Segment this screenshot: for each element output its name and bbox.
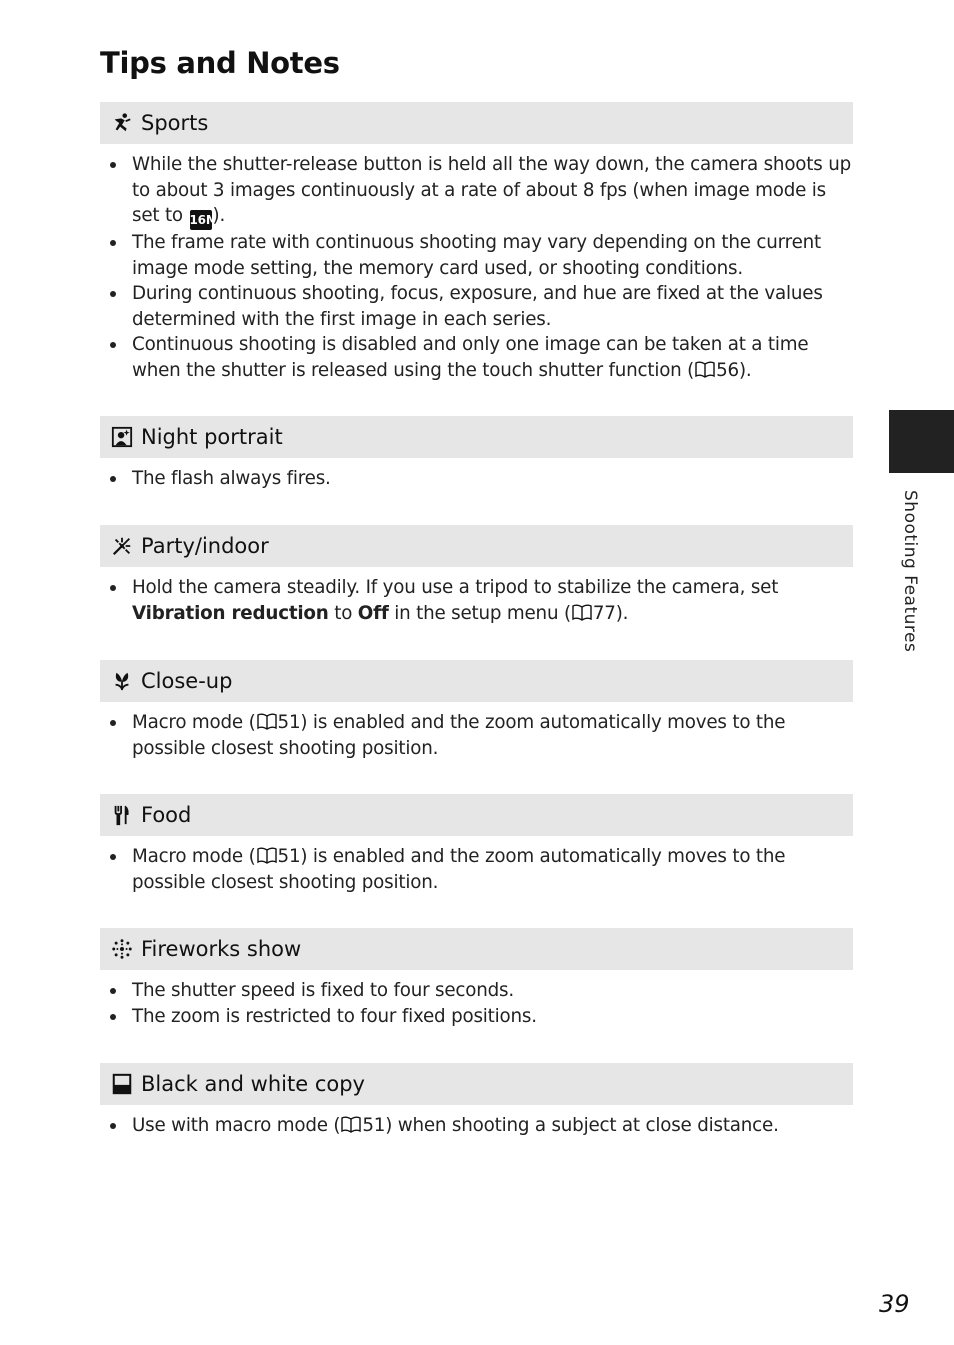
section-title: Fireworks show (141, 937, 302, 961)
image-mode-16m-icon: 16M (190, 210, 212, 230)
section-fireworks-show (100, 928, 853, 1029)
section-header (100, 525, 853, 567)
bullet-item: The flash always fires. (100, 466, 853, 492)
section-header (100, 660, 853, 702)
section-title: Party/indoor (141, 534, 269, 558)
fireworks-icon (110, 937, 134, 961)
section-title: Close-up (141, 669, 233, 693)
section-title: Food (141, 803, 192, 827)
bullet-item: Macro mode ( 51) is enabled and the zoom automatically moves to the possible closest shooting position. (100, 844, 853, 895)
section-food (100, 794, 853, 895)
party-indoor-icon (110, 534, 134, 558)
bullet-list (100, 466, 853, 492)
chapter-tab (889, 410, 954, 473)
manual-reference-icon (257, 847, 277, 864)
bullet-item: Macro mode ( 51) is enabled and the zoom automatically moves to the possible closest shooting position. (100, 710, 853, 761)
section-header (100, 1063, 853, 1105)
bullet-list (100, 1113, 853, 1139)
section-header (100, 416, 853, 458)
page-number: 39 (879, 1290, 910, 1318)
sports-icon (110, 111, 134, 135)
manual-reference-icon (695, 361, 715, 378)
section-title: Black and white copy (141, 1072, 365, 1096)
close-up-icon (110, 669, 134, 693)
black-white-copy-icon (110, 1072, 134, 1096)
bullet-list (100, 710, 853, 761)
bullet-list (100, 152, 853, 383)
bullet-item: Hold the camera steadily. If you use a tripod to stabilize the camera, set Vibration reduction to Off in the setup menu ( 77). (100, 575, 853, 626)
bullet-list (100, 978, 853, 1029)
section-black-white-copy (100, 1063, 853, 1139)
manual-reference-icon (257, 713, 277, 730)
manual-reference-icon (572, 604, 592, 621)
manual-reference-icon (341, 1116, 361, 1133)
section-header (100, 102, 853, 144)
bullet-item: The shutter speed is fixed to four seconds. (100, 978, 853, 1004)
section-header (100, 794, 853, 836)
bullet-item: The frame rate with continuous shooting may vary depending on the current image mode setting, the memory card used, or shooting conditions. (100, 230, 853, 281)
section-title: Sports (141, 111, 209, 135)
bullet-item: Use with macro mode ( 51) when shooting a subject at close distance. (100, 1113, 853, 1139)
section-party-indoor (100, 525, 853, 626)
bullet-list (100, 575, 853, 626)
bullet-item: The zoom is restricted to four fixed positions. (100, 1004, 853, 1030)
chapter-label: Shooting Features (900, 490, 920, 653)
bullet-item: While the shutter-release button is held all the way down, the camera shoots up to about 3 images continuously at a rate of about 8 fps (when image mode is set to 16M). (100, 152, 853, 230)
section-title: Night portrait (141, 425, 283, 449)
page-title: Tips and Notes (100, 46, 340, 80)
bullet-item: During continuous shooting, focus, exposure, and hue are fixed at the values determined with the first image in each series. (100, 281, 853, 332)
section-header (100, 928, 853, 970)
section-night-portrait (100, 416, 853, 492)
food-icon (110, 803, 134, 827)
section-sports (100, 102, 853, 383)
night-portrait-icon (110, 425, 134, 449)
bullet-list (100, 844, 853, 895)
bullet-item: Continuous shooting is disabled and only one image can be taken at a time when the shutter is released using the touch shutter function ( 56). (100, 332, 853, 383)
section-close-up (100, 660, 853, 761)
